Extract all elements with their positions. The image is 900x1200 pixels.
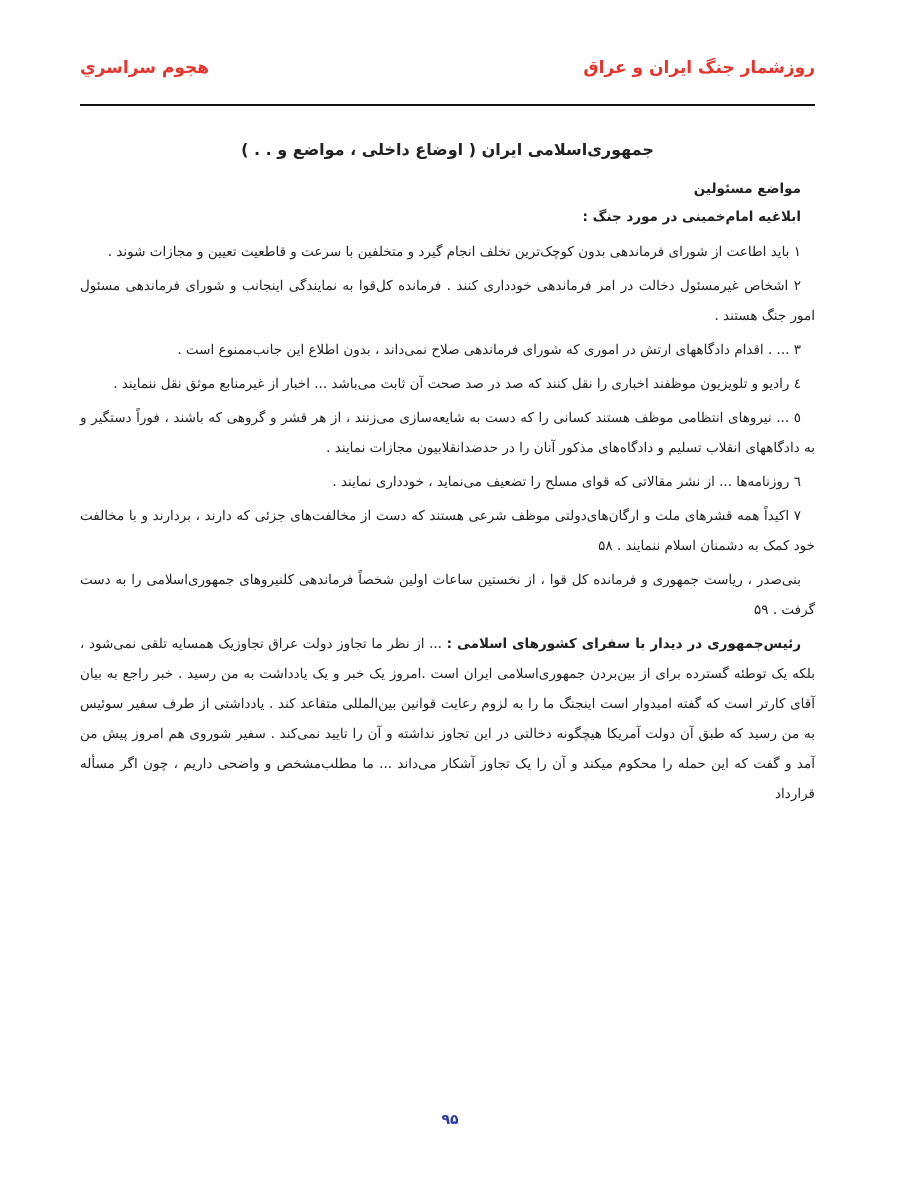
section-title: هجوم سراسري <box>80 58 210 78</box>
page-header <box>80 58 815 106</box>
subheading-officials: مواضع مسئولین <box>693 181 801 197</box>
directive-item-6: ٦ روزنامه‌ها ... از نشر مقالاتی که قوای مسلح را تضعیف می‌نماید ، خودداری نمایند . <box>332 474 801 490</box>
page-body <box>80 140 815 813</box>
president-paragraph <box>80 629 815 809</box>
directive-item-7: ۷ اکیداً همه قشرهای ملت و ارگان‌های‌دولتی موظف شرعی هستند که دست از مخالفت‌های جزئی که دارند ، بردارند و با مخالفت خود کمک به دشمنان اسلام ننمایند . ۵۸ <box>80 508 815 554</box>
directive-item-2: ۲ اشخاص غیرمسئول دخالت در امر فرماندهی خودداری کنند . فرمانده کل‌قوا به نمایندگی اینجانب و شورای فرماندهی مسئول امور جنگ هستند . <box>80 278 815 324</box>
directive-item-1: ۱ باید اطاعت از شورای فرماندهی بدون کوچک‌ترین تخلف انجام گیرد و متخلفین با سرعت و قاطعیت تعیین و مجازات شوند . <box>107 244 801 260</box>
directive-item-5: ٥ ... نیروهای انتظامی موظف هستند کسانی را که دست به شایعه‌سازی می‌زنند ، از هر قشر و گروهی که باشند ، فوراً دستگیر و به دادگاههای انقلاب تسلیم و دادگاه‌های مذکور آنان را در حدضدانقلابیون مجازات نمایند . <box>80 410 815 456</box>
document-title: جمهوری‌اسلامی ایران ( اوضاع داخلی ، مواضع و . . ) <box>241 140 654 159</box>
directive-heading: ابلاغیه امام‌خمینی در مورد جنگ : <box>582 209 801 225</box>
president-lead: رئیس‌جمهوری در دیدار با سفرای کشورهای اسلامی : <box>446 636 801 652</box>
page-number: ۹۵ <box>441 1112 459 1128</box>
directive-item-3: ۳ ... . اقدام دادگاههای ارتش در اموری که شورای فرماندهی صلاح نمی‌داند ، بدون اطلاع این جانب‌ممنوع است . <box>177 342 801 358</box>
president-text: ... از نظر ما تجاوز دولت عراق تجاوزیک همسایه تلقی نمی‌شود ، بلکه یک توطئه گسترده برای از بین‌بردن جمهوری‌اسلامی ایران است .امروز یک خبر و یک یادداشت به من رسید . خبر راجع به بیان آقای کارتر است که گفته امیدوار است اینجنگ ما را به لزوم رعایت قوانین بین‌المللی متقاعد کند . یادداشتی از طرف سفیر سوئیس به من رسید که طبق آن دولت آمریکا هیچگونه دخالتی در این تجاوز نداشته و آن را تایید نمی‌کند . سفیر شوروی هم امروز پیش من آمد و گفت که این حمله را محکوم میکند و آن را یک تجاوز آشکار می‌داند ... ما مطلب‌مشخص و واضحی داریم ، چون اگر مسأله قرارداد <box>80 636 815 802</box>
banisadr-paragraph: بنی‌صدر ، ریاست جمهوری و فرمانده کل قوا ، از نخستین ساعات اولین شخصاً فرماندهی کلنیروهای جمهوری‌اسلامی را به دست گرفت . ۵۹ <box>80 572 815 618</box>
directive-item-4: ٤ رادیو و تلویزیون موظفند اخباری را نقل کنند که صد در صد صحت آن ثابت می‌باشد ... اخبار از غیرمنابع موثق نقل ننمایند . <box>113 376 801 392</box>
book-title: روزشمار جنگ ايران و عراق <box>583 58 815 78</box>
